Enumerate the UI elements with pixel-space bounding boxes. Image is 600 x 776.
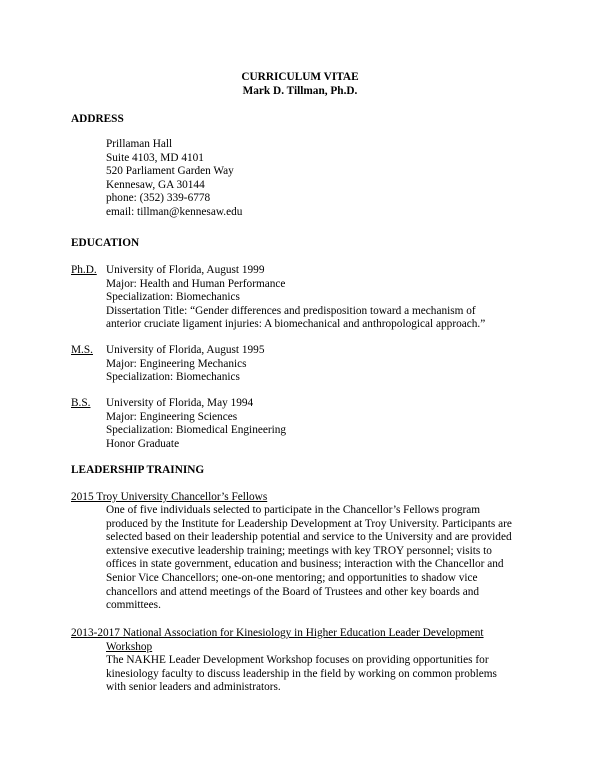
education-line: Major: Health and Human Performance bbox=[106, 277, 286, 290]
leadership-line: Senior Vice Chancellors; one-on-one mentoring; and opportunities to shadow vice bbox=[106, 571, 478, 584]
leadership-line: One of five individuals selected to participate in the Chancellor’s Fellows program bbox=[106, 504, 481, 516]
phone-line: phone: (352) 339-6778 bbox=[106, 192, 211, 205]
education-line: Major: Engineering Sciences bbox=[106, 410, 238, 423]
leadership-line: produced by the Institute for Leadership Development at Troy University. Participants are bbox=[106, 517, 512, 530]
education-line: University of Florida, May 1994 bbox=[106, 397, 254, 409]
address-line: 520 Parliament Garden Way bbox=[106, 165, 234, 178]
education-heading: EDUCATION bbox=[71, 237, 140, 249]
address-block bbox=[106, 138, 242, 220]
address-line: Suite 4103, MD 4101 bbox=[106, 151, 204, 164]
education-entry bbox=[106, 397, 286, 451]
leadership-line: chancellors and attend meetings of the Board of Trustees and other key boards and bbox=[106, 585, 480, 598]
leadership-title-line: 2013-2017 National Association for Kinesiology in Higher Education Leader Development bbox=[71, 627, 484, 639]
degree-label: B.S. bbox=[71, 397, 91, 409]
leadership-line: committees. bbox=[106, 599, 161, 612]
leadership-entry-description bbox=[106, 654, 536, 695]
email-line: email: tillman@kennesaw.edu bbox=[106, 205, 243, 218]
document-title: CURRICULUM VITAE bbox=[241, 71, 359, 83]
leadership-line: with senior leaders and administrators. bbox=[106, 681, 281, 694]
education-entry bbox=[106, 344, 264, 385]
leadership-line: kinesiology faculty to discuss leadership in the field by working on common problems bbox=[106, 667, 497, 680]
leadership-line: The NAKHE Leader Development Workshop focuses on providing opportunities for bbox=[106, 654, 489, 666]
address-line: Prillaman Hall bbox=[106, 138, 173, 150]
leadership-title-line: Workshop bbox=[106, 640, 153, 653]
leadership-title-line: 2015 Troy University Chancellor’s Fellows bbox=[71, 491, 268, 503]
education-line: University of Florida, August 1995 bbox=[106, 344, 265, 356]
education-line: Major: Engineering Mechanics bbox=[106, 357, 247, 370]
address-line: Kennesaw, GA 30144 bbox=[106, 178, 205, 191]
education-line: Specialization: Biomechanics bbox=[106, 371, 240, 384]
leadership-line: selected based on their leadership potential and service to the University and are provided bbox=[106, 531, 512, 544]
leadership-entry-title bbox=[71, 627, 484, 654]
leadership-entry-description bbox=[106, 504, 536, 613]
person-name: Mark D. Tillman, Ph.D. bbox=[242, 85, 358, 97]
leadership-line: offices in state government, education and business; interaction with the Chancellor and bbox=[106, 558, 504, 571]
education-line: Dissertation Title: “Gender differences and predisposition toward a mechanism of bbox=[106, 304, 476, 317]
degree-label: Ph.D. bbox=[71, 264, 97, 276]
leadership-entry-title bbox=[71, 491, 267, 505]
address-heading: ADDRESS bbox=[71, 113, 124, 125]
education-line: Honor Graduate bbox=[106, 437, 180, 450]
education-line: Specialization: Biomedical Engineering bbox=[106, 424, 287, 437]
education-line: University of Florida, August 1999 bbox=[106, 264, 265, 276]
leadership-line: extensive executive leadership training; meetings with key TROY personnel; visits to bbox=[106, 544, 492, 557]
education-entry bbox=[106, 264, 485, 332]
education-line: Specialization: Biomechanics bbox=[106, 291, 240, 304]
leadership-heading: LEADERSHIP TRAINING bbox=[71, 464, 205, 476]
education-line: anterior cruciate ligament injuries: A biomechanical and anthropological approach.” bbox=[106, 318, 486, 331]
degree-label: M.S. bbox=[71, 344, 93, 356]
